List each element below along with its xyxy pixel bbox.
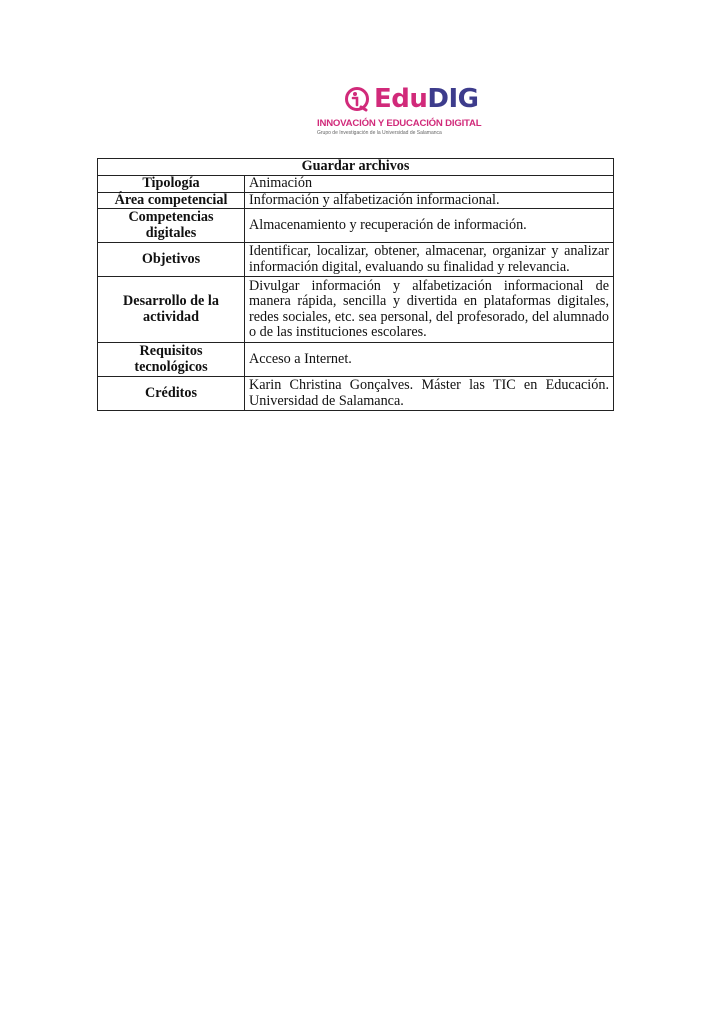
logo-wordmark xyxy=(374,84,479,114)
table-row xyxy=(98,377,614,411)
row-value: Información y alfabetización informacional. xyxy=(245,192,614,209)
row-value: Animación xyxy=(245,176,614,193)
row-value: Acceso a Internet. xyxy=(245,343,614,377)
logo-brand-row xyxy=(313,84,483,114)
table-title: Guardar archivos xyxy=(98,159,614,176)
edudig-logo xyxy=(313,84,483,144)
table-row xyxy=(98,176,614,193)
row-label: Área competencial xyxy=(98,192,245,209)
table-row xyxy=(98,277,614,343)
table-row xyxy=(98,209,614,243)
row-label: Objetivos xyxy=(98,243,245,277)
row-label: Competencias digitales xyxy=(98,209,245,243)
row-value: Identificar, localizar, obtener, almacenar, organizar y analizar información digital, evaluando su finalidad y relevancia. xyxy=(245,243,614,277)
row-label: Créditos xyxy=(98,377,245,411)
row-value: Karin Christina Gonçalves. Máster las TIC en Educación. Universidad de Salamanca. xyxy=(245,377,614,411)
activity-table xyxy=(97,158,614,411)
logo-tagline: INNOVACIÓN Y EDUCACIÓN DIGITAL xyxy=(317,118,482,129)
table-header-row xyxy=(98,159,614,176)
table-row xyxy=(98,343,614,377)
logo-brand-suffix: DIG xyxy=(427,84,479,114)
row-value: Almacenamiento y recuperación de información. xyxy=(245,209,614,243)
table-row xyxy=(98,192,614,209)
logo-brand-prefix: Edu xyxy=(374,84,428,114)
row-label: Desarrollo de la actividad xyxy=(98,277,245,343)
table-row xyxy=(98,243,614,277)
row-value: Divulgar información y alfabetización informacional de manera rápida, sencilla y divertida en plataformas digitales, redes sociales, etc. sea personal, del profesorado, del alumnado o de las instituciones escolares. xyxy=(245,277,614,343)
row-label: Requisitos tecnológicos xyxy=(98,343,245,377)
info-circle-icon xyxy=(344,86,370,112)
logo-subtitle: Grupo de Investigación de la Universidad de Salamanca xyxy=(317,130,442,136)
row-label: Tipología xyxy=(98,176,245,193)
